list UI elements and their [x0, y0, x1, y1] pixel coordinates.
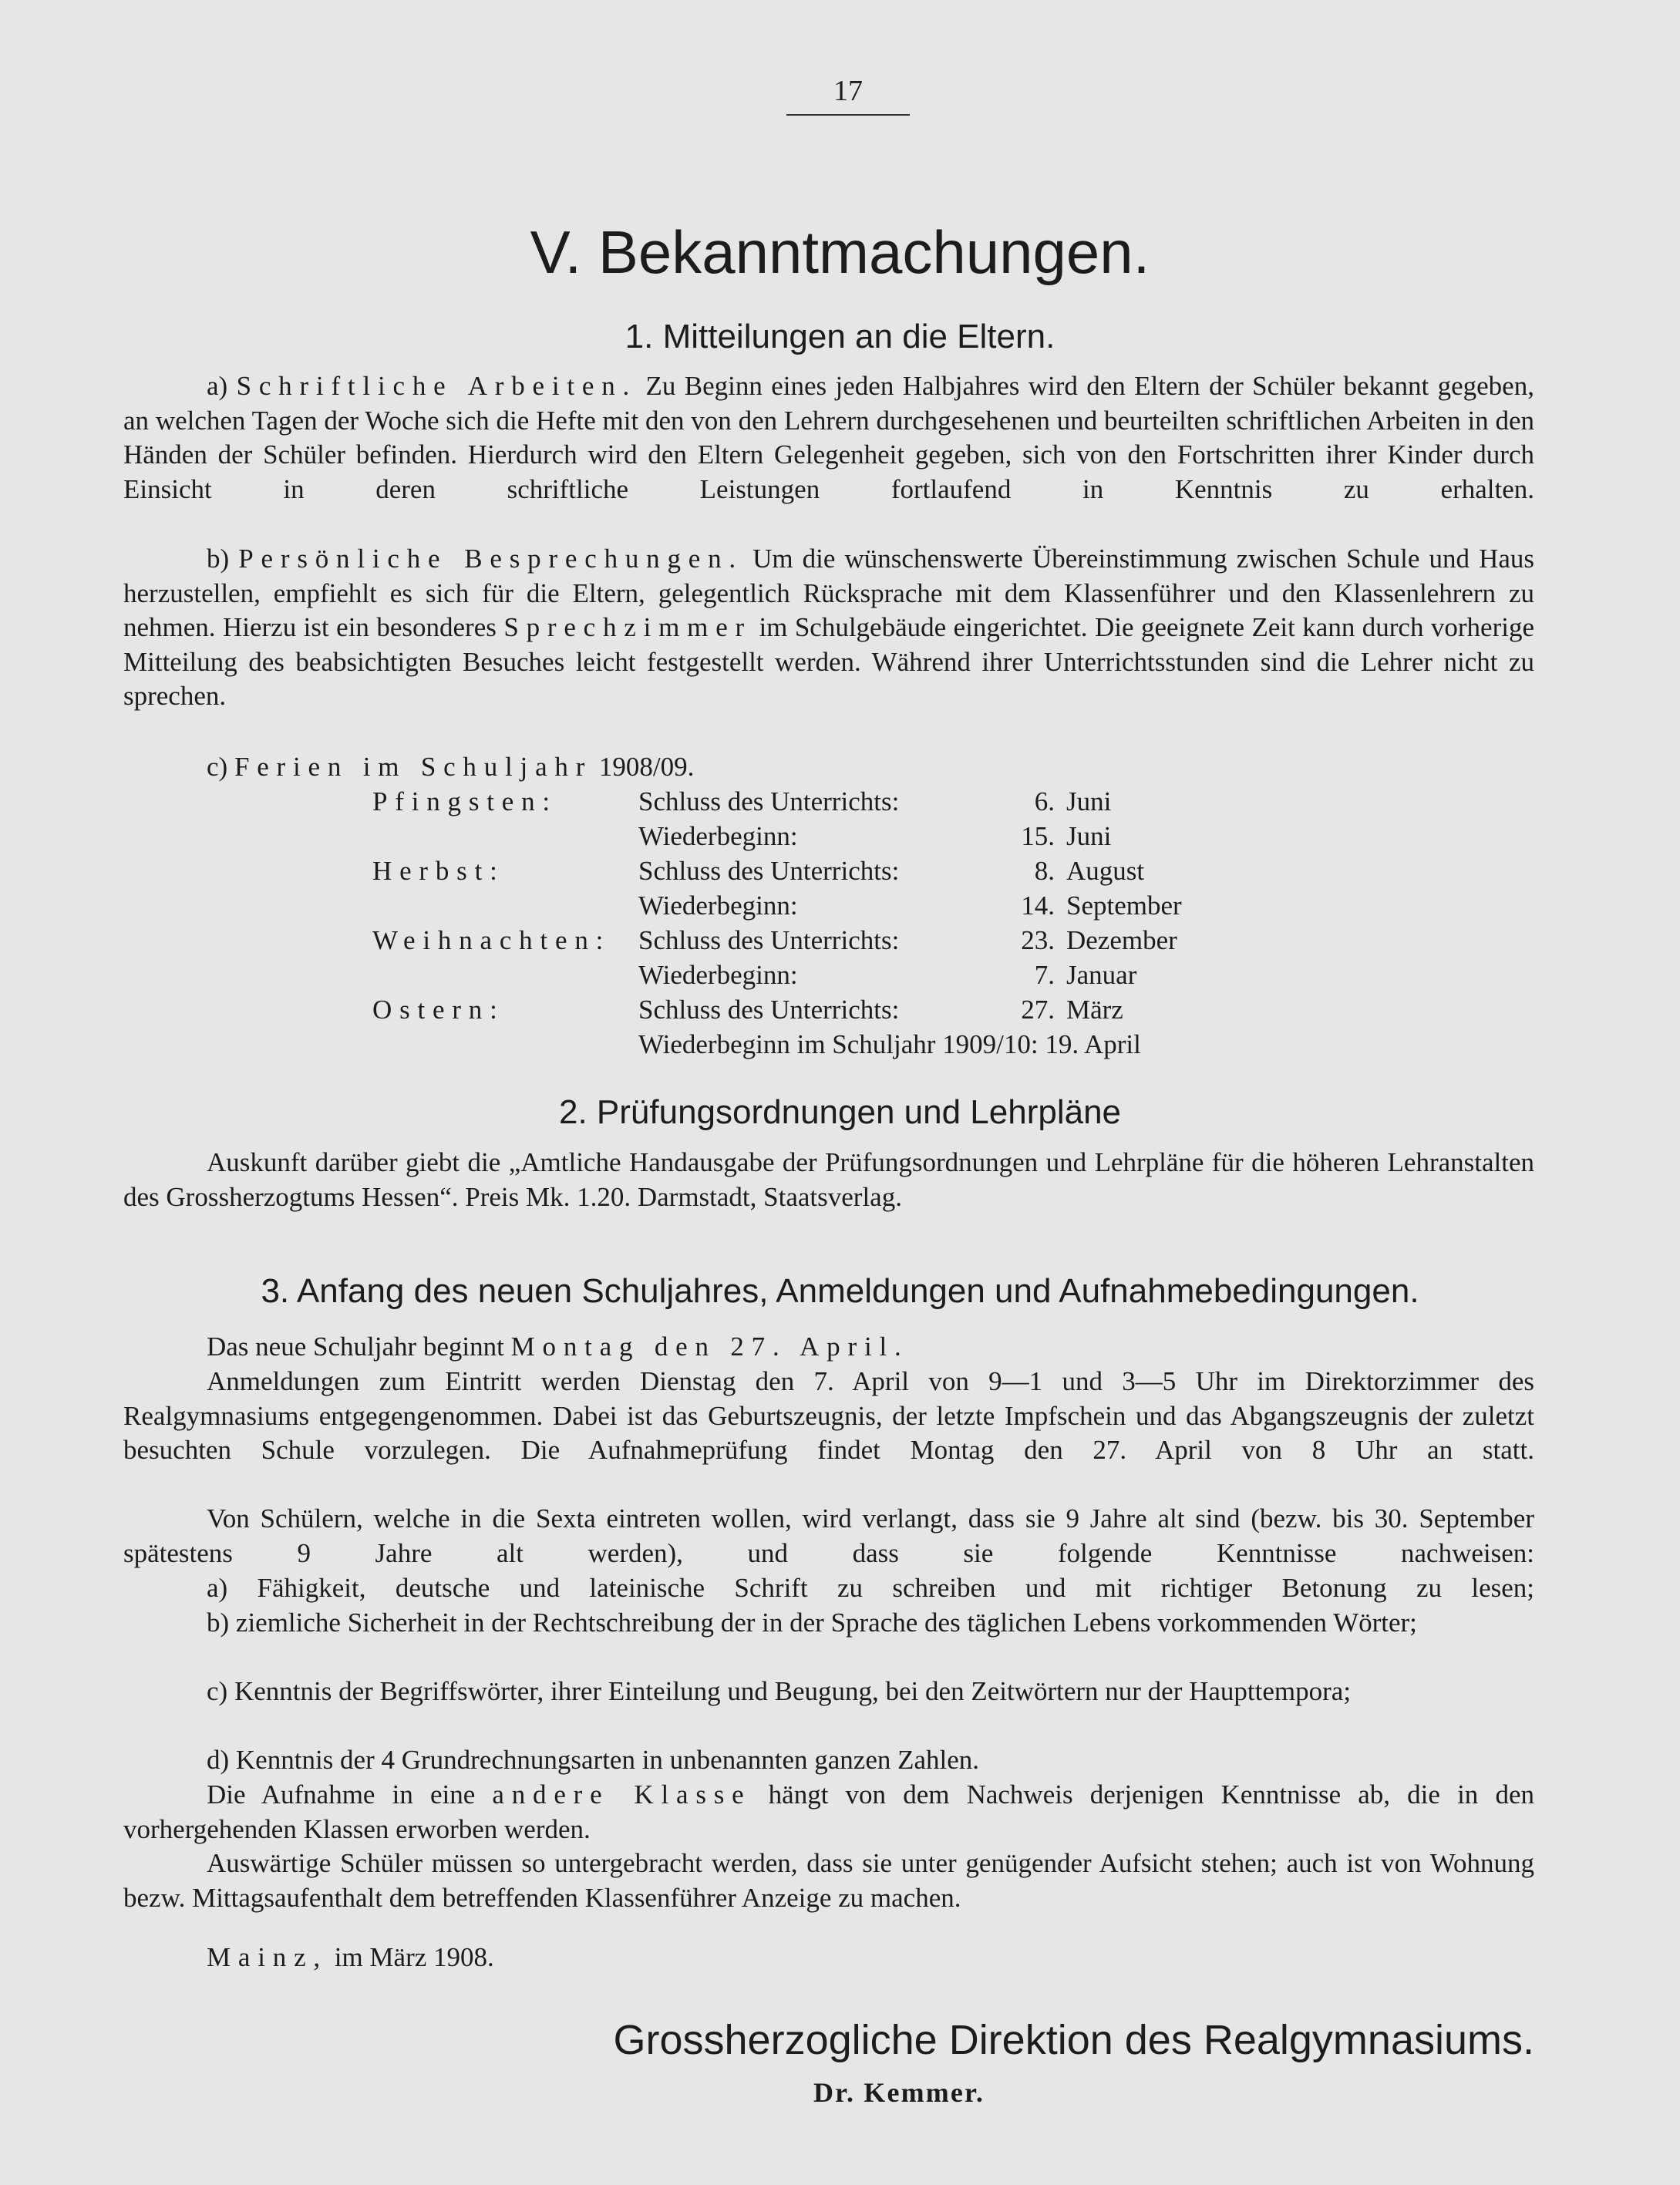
signature-name: Dr. Kemmer.: [813, 2077, 985, 2108]
ferien-name: Pfingsten:: [372, 786, 557, 816]
paragraph-a: a) Schriftliche Arbeiten. Zu Beginn eines jeden Halbjahres wird den Eltern der Schüler bekannt gegeben, an welchen Tagen der Woche sich die Hefte mit den von den Lehrern durchgesehenen und beurteilten schriftlichen Arbeiten in den Händen der Schüler befinden. Hierdurch wird den Eltern Gelegenheit gegeben, sich von den Fortschritten ihrer Kinder durch Einsicht in deren schriftliche Leistungen fortlaufend in Kenntnis zu erhalten.: [123, 371, 1534, 504]
ferien-name: Ostern:: [372, 995, 505, 1025]
ferien-name: Herbst:: [372, 856, 505, 886]
requirement-a: a) Fähigkeit, deutsche und lateinische Schrift zu schreiben und mit richtiger Betonung zu lesen;: [207, 1573, 1534, 1603]
ferien-heading: c) Ferien im Schuljahr 1908/09.: [207, 752, 695, 782]
paragraph-anmeldung: Anmeldungen zum Eintritt werden Dienstag den 7. April von 9—1 und 3—5 Uhr im Direktorzimmer des Realgymnasiums entgegengenommen. Dabei ist das Geburtszeugnis, der letzte Impfschein und das Abgangszeugnis der zuletzt besuchten Schule vorzulegen. Die Aufnahmeprüfung findet Montag den 27. April von 8 Uhr an statt.: [123, 1366, 1534, 1466]
paragraph-sexta: Von Schülern, welche in die Sexta eintreten wollen, wird verlangt, dass sie 9 Jahre alt sind (bezw. bis 30. September spätestens 9 Jahre alt werden), und dass sie folgende Kenntnisse nachweisen:: [123, 1503, 1534, 1568]
ferien-name: Weihnachten:: [372, 925, 611, 955]
paragraph-b-title: Persönliche Besprechungen.: [238, 544, 743, 574]
signature-organization: Grossherzogliche Direktion des Realgymnasiums.: [613, 2017, 1534, 2063]
place-date: Mainz, im März 1908.: [207, 1942, 494, 1972]
document-page: 17 V. Bekanntmachungen. 1. Mitteilungen an die Eltern. a) Schriftliche Arbeiten. Zu Beginn eines jeden Halbjahres wird den Eltern der Schüler bekannt gegeben, an welchen Tagen der Woche sich die Hefte mit den von den Lehrern durchgesehenen und beurteilten schriftlichen Arbeiten in den Händen der Schüler befinden. Hierdurch wird den Eltern Gelegenheit gegeben, sich von den Fortschritten ihrer Kinder durch Einsicht in deren schriftliche Leistungen fortlaufend in Kenntnis zu erhalten. b) Persönliche Besprechungen. Um die wünschenswerte Übereinstimmung zwischen Schule und Haus herzustellen, empfiehlt es sich für die Eltern, gelegentlich Rücksprache mit dem Klassenführer und den Klassenlehrern zu nehmen. Hierzu ist ein besonderes Sprechzimmer im Schulgebäude eingerichtet. Die geeignete Zeit kann durch vorherige Mitteilung des beabsichtigten Besuches leicht festgestellt werden. Während ihrer Unterrichtsstunden sind die Lehrer nicht zu sprechen. c) Ferien im Schuljahr 1908/09. Pfingsten: Schluss des Unterrichts: 6. Juni Wiederbeginn: 15. Juni Herbst: Schluss des Unterrichts: 8. August Wiederbeginn: 14. September Weihnachten: Schluss des Unterrichts: 23. Dezember Wiederbeginn: 7. Januar Ostern: Schluss des Unterrichts: 27. März Wiederbeginn im Schuljahr 1909/10: 19. April 2. Prüfungsordnungen und Lehrpläne Auskunft darüber giebt die „Amtliche Handausgabe der Prüfungsordnungen und Lehrpläne für die höheren Lehranstalten des Grossherzogtums Hessen“. Preis Mk. 1.20. Darmstadt, Staatsverlag. 3. Anfang des neuen Schuljahres, Anmeldungen und Aufnahmebedingungen. Das neue Schuljahr beginnt Montag den 27. April. Anmeldungen zum Eintritt werden Dienstag den 7. April von 9—1 und 3—5 Uhr im Direktorzimmer des Realgymnasiums entgegengenommen. Dabei ist das Geburtszeugnis, der letzte Impfschein und das Abgangszeugnis der zuletzt besuchten Schule vorzulegen. Die Aufnahmeprüfung findet Montag den 27. April von 8 Uhr an statt. Von Schülern, welche in die Sexta eintreten wollen, wird verlangt, dass sie 9 Jahre alt sind (bezw. bis 30. September spätestens 9 Jahre alt werden), und dass sie folgende Kenntnisse nachweisen: a) Fähigkeit, deutsche und lateinische Schrift zu schreiben und mit richtiger Betonung zu lesen; b) ziemliche Sicherheit in der Rechtschreibung der in der Sprache des täglichen Lebens vorkommenden Wörter; c) Kenntnis der Begriffswörter, ihrer Einteilung und Beugung, bei den Zeitwörtern nur der Haupttempora; d) Kenntnis der 4 Grundrechnungsarten in unbenannten ganzen Zahlen. Die Aufnahme in eine andere Klasse hängt von dem Nachweis derjenigen Kenntnisse ab, die in den vorhergehenden Klassen erworben werden. Auswärtige Schüler müssen so untergebracht werden, dass sie unter genügender Aufsicht stehen; auch ist von Wohnung bezw. Mittagsaufenthalt dem betreffenden Klassenführer Anzeige zu machen. Mainz, im März 1908. Grossherzogliche Direktion des Realgymnasiums. Dr. Kemmer.: [0, 0, 1680, 2185]
section-1-heading: 1. Mitteilungen an die Eltern.: [625, 318, 1055, 355]
page-number: 17: [833, 75, 863, 107]
sprechzimmer-term: Sprechzimmer: [503, 612, 752, 643]
paragraph-andere-klasse: Die Aufnahme in eine andere Klasse hängt von dem Nachweis derjenigen Kenntnisse ab, die in den vorhergehenden Klassen erworben werden.: [123, 1779, 1534, 1844]
paragraph-pruefung: Auskunft darüber giebt die „Amtliche Handausgabe der Prüfungsordnungen und Lehrpläne für die höheren Lehranstalten des Grossherzogtums Hessen“. Preis Mk. 1.20. Darmstadt, Staatsverlag.: [123, 1147, 1534, 1212]
requirement-d: d) Kenntnis der 4 Grundrechnungsarten in unbenannten ganzen Zahlen.: [207, 1745, 980, 1775]
paragraph-auswaertig: Auswärtige Schüler müssen so untergebracht werden, dass sie unter genügender Aufsicht stehen; auch ist von Wohnung bezw. Mittagsaufenthalt dem betreffenden Klassenführer Anzeige zu machen.: [123, 1848, 1534, 1913]
paragraph-a-title: Schriftliche Arbeiten.: [236, 371, 638, 401]
section-2-heading: 2. Prüfungsordnungen und Lehrpläne: [558, 1093, 1122, 1131]
schuljahr-start: Das neue Schuljahr beginnt Montag den 27. April.: [207, 1332, 909, 1362]
section-3-heading: 3. Anfang des neuen Schuljahres, Anmeldungen und Aufnahmebedingungen.: [261, 1272, 1419, 1310]
requirement-b: b) ziemliche Sicherheit in der Rechtschreibung der in der Sprache des täglichen Lebens vorkommenden Wörter;: [207, 1608, 1417, 1638]
page-number-rule: [786, 114, 910, 116]
requirement-c: c) Kenntnis der Begriffswörter, ihrer Einteilung und Beugung, bei den Zeitwörtern nur der Haupttempora;: [207, 1676, 1352, 1706]
page-title: V. Bekanntmachungen.: [530, 218, 1150, 286]
paragraph-b: b) Persönliche Besprechungen. Um die wünschenswerte Übereinstimmung zwischen Schule und Haus herzustellen, empfiehlt es sich für die Eltern, gelegentlich Rücksprache mit dem Klassenführer und den Klassenlehrern zu nehmen. Hierzu ist ein besonderes Sprechzimmer im Schulgebäude eingerichtet. Die geeignete Zeit kann durch vorherige Mitteilung des beabsichtigten Besuches leicht festgestellt werden. Während ihrer Unterrichtsstunden sind die Lehrer nicht zu sprechen.: [123, 544, 1534, 712]
